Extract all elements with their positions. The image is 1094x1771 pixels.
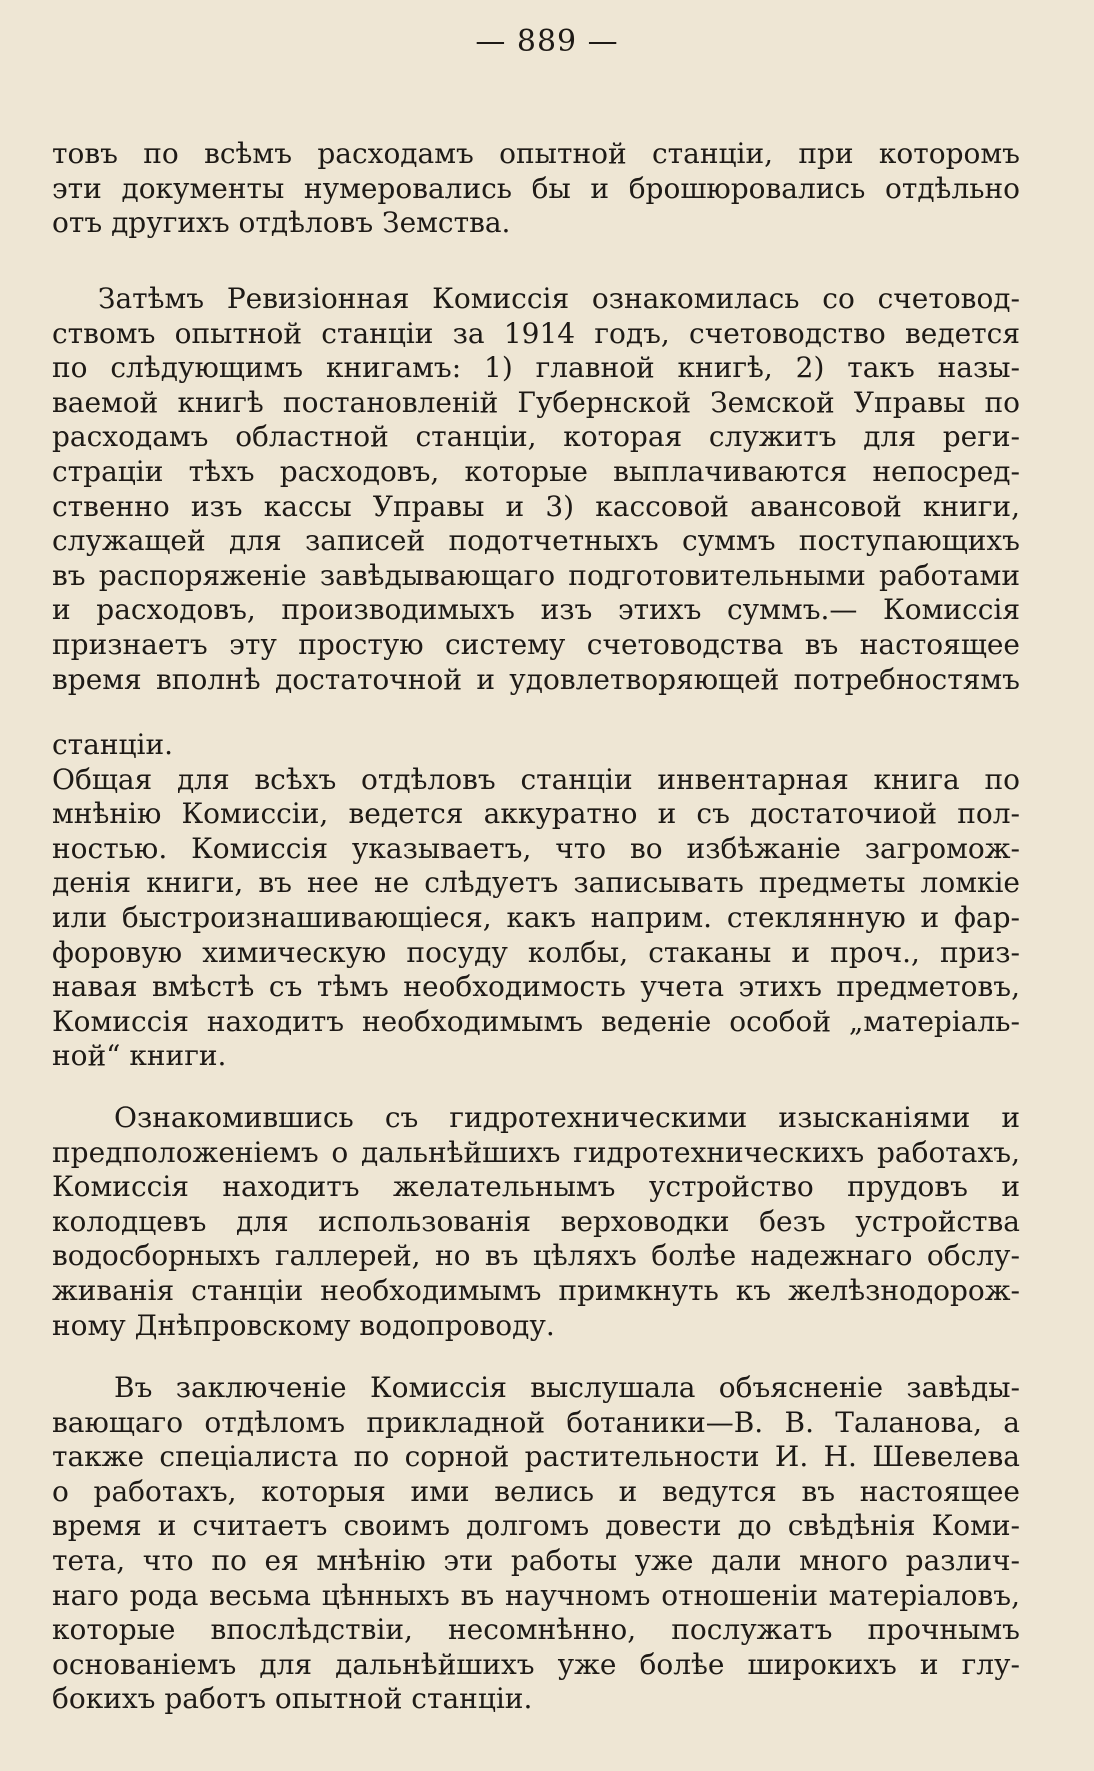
text-line: станціи.: [52, 728, 174, 761]
text-line: время и считаетъ своимъ долгомъ довести до свѣдѣнія Коми-: [52, 1509, 1020, 1543]
text-line: колодцевъ для использованія верховодки безъ устройства: [52, 1204, 1020, 1238]
text-line: товъ по всѣмъ расходамъ опытной станціи, при которомъ: [52, 137, 1020, 170]
text-line: форовую химическую посуду колбы, стаканы и проч., приз-: [52, 935, 1020, 969]
text-line: Ознакомившись съ гидротехническими изысканіями и: [114, 1101, 1020, 1134]
text-line: ственно изъ кассы Управы и 3) кассовой авансовой книги,: [52, 489, 1020, 523]
paragraph-3: [52, 728, 1020, 1074]
text-line: также спеціалиста по сорной растительности И. Н. Шевелева: [52, 1440, 1020, 1474]
text-line: Комиссія находитъ необходимымъ веденіе особой „матеріаль-: [52, 1004, 1020, 1038]
text-line: расходамъ областной станціи, которая служитъ для реги-: [52, 420, 1020, 454]
text-line: Въ заключеніе Комиссія выслушала объясненіе завѣды-: [114, 1371, 1020, 1404]
text-line: Общая для всѣхъ отдѣловъ станціи инвентарная книга по: [52, 762, 1020, 796]
text-line: навая вмѣстѣ съ тѣмъ необходимость учета этихъ предметовъ,: [52, 970, 1020, 1004]
text-line: ному Днѣпровскому водопроводу.: [52, 1308, 555, 1342]
text-line: Комиссія находитъ желательнымъ устройство прудовъ и: [52, 1170, 1020, 1204]
text-line: живанія станціи необходимымъ примкнуть къ желѣзнодорож-: [52, 1273, 1020, 1307]
text-line: предположеніемъ о дальнѣйшихъ гидротехническихъ работахъ,: [52, 1135, 1020, 1169]
text-line: тета, что по ея мнѣнію эти работы уже дали много различ-: [52, 1543, 1020, 1577]
text-line: ваемой книгѣ постановленій Губернской Земской Управы по: [52, 385, 1020, 419]
text-line: отъ другихъ отдѣловъ Земства.: [52, 206, 511, 240]
text-line: которые впослѣдствіи, несомнѣнно, послужатъ прочнымъ: [52, 1613, 1020, 1647]
text-line: вающаго отдѣломъ прикладной ботаники—В. В. Таланова, а: [52, 1405, 1020, 1439]
page-number: — 889 —: [475, 24, 619, 59]
text-line: ностью. Комиссія указываетъ, что во избѣжаніе загромож-: [52, 831, 1020, 865]
text-line: эти документы нумеровались бы и брошюровались отдѣльно: [52, 171, 1020, 205]
text-line: страціи тѣхъ расходовъ, которые выплачиваются непосред-: [52, 454, 1020, 488]
text-line: ствомъ опытной станціи за 1914 годъ, счетоводство ведется: [52, 316, 1020, 350]
text-line: признаетъ эту простую систему счетоводства въ настоящее: [52, 627, 1020, 661]
text-line: о работахъ, которыя ими велись и ведутся въ настоящее: [52, 1474, 1020, 1508]
text-line: мнѣнію Комиссіи, ведется аккуратно и съ достаточиой пол-: [52, 797, 1020, 831]
paragraph-2: [52, 282, 1020, 697]
text-line: основаніемъ для дальнѣйшихъ уже болѣе широкихъ и глу-: [52, 1647, 1020, 1681]
text-line: бокихъ работъ опытной станціи.: [52, 1682, 533, 1716]
text-line: Затѣмъ Ревизіонная Комиссія ознакомилась со счетовод-: [98, 282, 1020, 315]
text-line: время вполнѣ достаточной и удовлетворяющей потребностямъ: [52, 662, 1020, 696]
text-line: и расходовъ, производимыхъ изъ этихъ суммъ.— Комиссія: [52, 593, 1020, 627]
text-line: служащей для записей подотчетныхъ суммъ поступающихъ: [52, 524, 1020, 558]
paragraph-5: [52, 1371, 1020, 1717]
text-line: водосборныхъ галлерей, но въ цѣляхъ болѣе надежнаго обслу-: [52, 1239, 1020, 1273]
text-line: денія книги, въ нее не слѣдуетъ записывать предметы ломкіе: [52, 866, 1020, 900]
text-line: по слѣдующимъ книгамъ: 1) главной книгѣ, 2) такъ назы-: [52, 351, 1020, 385]
text-line: ной“ книги.: [52, 1039, 227, 1073]
text-line: въ распоряженіе завѣдывающаго подготовительными работами: [52, 558, 1020, 592]
paragraph-1: [52, 137, 1020, 241]
text-line: или быстроизнашивающіеся, какъ наприм. стеклянную и фар-: [52, 900, 1020, 934]
paragraph-4: [52, 1101, 1020, 1343]
text-line: наго рода весьма цѣнныхъ въ научномъ отношеніи матеріаловъ,: [52, 1578, 1020, 1612]
